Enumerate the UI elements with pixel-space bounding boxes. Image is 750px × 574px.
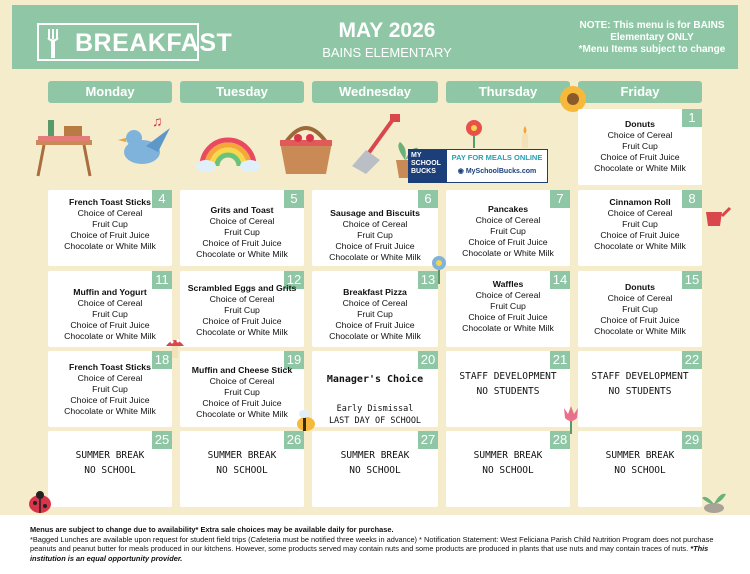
status-line: SUMMER BREAK (340, 450, 410, 461)
menu-text (48, 362, 172, 417)
bee-icon (294, 408, 318, 436)
day-cell-4 (48, 190, 172, 266)
date-number: 15 (682, 271, 702, 289)
picnic-table-icon (34, 118, 94, 178)
menu-item: Choice of Fruit Juice (70, 320, 150, 330)
menu-item: Choice of Fruit Juice (468, 237, 548, 247)
menu-item: Fruit Cup (224, 227, 260, 237)
menu-item: Chocolate or White Milk (64, 406, 156, 416)
menu-item: Choice of Fruit Juice (600, 230, 680, 240)
status-line: NO STUDENTS (476, 386, 540, 397)
menu-item: Choice of Cereal (342, 219, 408, 229)
menu-item: Choice of Fruit Juice (70, 395, 150, 405)
day-cell-25 (48, 431, 172, 507)
logo-text: BREAKFAST (75, 29, 233, 57)
menu-item: Chocolate or White Milk (594, 241, 686, 251)
menu-item: Chocolate or White Milk (64, 331, 156, 341)
tulip-icon (560, 404, 582, 434)
footer-disclaimer (30, 525, 720, 563)
menu-item: Chocolate or White Milk (196, 249, 288, 259)
dismissal-note (312, 403, 438, 427)
day-header-thursday: Thursday (446, 81, 570, 103)
page-title: MAY 2026 (338, 19, 436, 42)
day-header-monday: Monday (48, 81, 172, 103)
date-number: 7 (550, 190, 570, 208)
day-cell-22 (578, 351, 702, 427)
menu-item: Chocolate or White Milk (196, 409, 288, 419)
note-line: *Menu Items subject to change (578, 44, 726, 55)
status-line: NO STUDENTS (608, 386, 672, 397)
status-line: SUMMER BREAK (75, 450, 145, 461)
watering-can-icon (700, 204, 730, 228)
status-line: NO SCHOOL (84, 465, 136, 476)
status-text (48, 448, 172, 478)
menu-item: Choice of Cereal (475, 215, 541, 225)
menu-item: Fruit Cup (622, 141, 658, 151)
date-number: 11 (152, 271, 172, 289)
date-number: 18 (152, 351, 172, 369)
equal-opportunity-statement: *This institution is an equal opportunity provider. (30, 544, 709, 563)
menu-item: Fruit Cup (92, 309, 128, 319)
status-line: NO SCHOOL (216, 465, 268, 476)
menu-item: Chocolate or White Milk (594, 163, 686, 173)
myschoolbucks-url[interactable] (447, 167, 547, 175)
day-cell-20 (312, 351, 438, 427)
date-number: 8 (682, 190, 702, 208)
menu-text (180, 365, 304, 420)
date-number: 14 (550, 271, 570, 289)
menu-title: Waffles (492, 279, 524, 289)
menu-title: French Toast Sticks (69, 197, 151, 207)
menu-item: Fruit Cup (224, 387, 260, 397)
menu-item: Fruit Cup (357, 230, 393, 240)
brand-line: BUCKS (411, 168, 436, 175)
status-line: SUMMER BREAK (473, 450, 543, 461)
status-text (180, 448, 304, 478)
menu-item: Choice of Fruit Juice (600, 315, 680, 325)
date-number: 28 (550, 431, 570, 449)
date-number: 29 (682, 431, 702, 449)
menu-item: Fruit Cup (92, 219, 128, 229)
fork-icon (45, 28, 67, 58)
menu-item: Chocolate or White Milk (329, 331, 421, 341)
menu-item: Choice of Fruit Juice (202, 238, 282, 248)
menu-item: Choice of Cereal (209, 294, 275, 304)
menu-item: Choice of Fruit Juice (335, 320, 415, 330)
menu-item: Fruit Cup (357, 309, 393, 319)
menu-item: Fruit Cup (92, 384, 128, 394)
dismissal-line: Early Dismissal (336, 404, 414, 414)
menu-item: Choice of Cereal (607, 130, 673, 140)
footer-notice: *Bagged Lunches are available upon request for student field trips (Cafeteria must be notified three weeks in advance) * Notification Statement: West Feliciana Parish Child Nutrition Program does not purchase peanuts and peanut butter for meals produced in our kitchens. However, some products served may contain nuts and some products are produced in plants that use nuts and may contain traces of nuts. (30, 534, 714, 554)
status-line: SUMMER BREAK (207, 450, 277, 461)
pay-online-text: PAY FOR MEALS ONLINE (451, 153, 543, 162)
menu-title: French Toast Sticks (69, 362, 151, 372)
day-cell-8 (578, 190, 702, 266)
date-number: 25 (152, 431, 172, 449)
menu-text (180, 283, 304, 338)
menu-item: Chocolate or White Milk (462, 323, 554, 333)
menu-item: Choice of Cereal (77, 208, 143, 218)
dismissal-line: LAST DAY OF SCHOOL (328, 416, 422, 426)
menu-item: Choice of Cereal (607, 208, 673, 218)
day-cell-11 (48, 271, 172, 347)
menu-title: Muffin and Cheese Stick (191, 365, 293, 375)
day-cell-18 (48, 351, 172, 427)
menu-text (312, 287, 438, 342)
date-number: 19 (284, 351, 304, 369)
menu-text (578, 119, 702, 174)
globe-icon: ◉ (457, 168, 466, 175)
menu-text (48, 287, 172, 342)
note-line: Elementary ONLY (610, 32, 694, 43)
day-cell-19 (180, 351, 304, 427)
date-number: 12 (284, 271, 304, 289)
menu-item: Fruit Cup (224, 305, 260, 315)
menu-title: Donuts (625, 282, 655, 292)
status-text (446, 369, 570, 399)
day-header-tuesday: Tuesday (180, 81, 304, 103)
status-line: STAFF DEVELOPMENT (459, 371, 557, 382)
status-line: NO SCHOOL (349, 465, 401, 476)
day-cell-21 (446, 351, 570, 427)
url-text: MySchoolBucks.com (465, 168, 537, 175)
menu-title: Donuts (625, 119, 655, 129)
mushroom-icon (164, 334, 186, 360)
menu-item: Chocolate or White Milk (462, 248, 554, 258)
menu-item: Choice of Fruit Juice (600, 152, 680, 162)
day-cell-27 (312, 431, 438, 507)
day-cell-1 (578, 109, 702, 185)
day-cell-5 (180, 190, 304, 266)
menu-title: Cinnamon Roll (609, 197, 671, 207)
status-line: STAFF DEVELOPMENT (591, 371, 689, 382)
date-number: 22 (682, 351, 702, 369)
managers-choice-title: Manager's Choice (326, 374, 424, 385)
menu-item: Choice of Fruit Juice (335, 241, 415, 251)
menu-item: Choice of Cereal (607, 293, 673, 303)
myschoolbucks-ad[interactable] (408, 149, 548, 183)
status-line: SUMMER BREAK (605, 450, 675, 461)
menu-item: Choice of Cereal (209, 376, 275, 386)
day-cell-12 (180, 271, 304, 347)
status-line: NO SCHOOL (614, 465, 666, 476)
menu-text (180, 205, 304, 260)
status-text (578, 369, 702, 399)
menu-item: Choice of Fruit Juice (468, 312, 548, 322)
menu-item: Choice of Fruit Juice (202, 398, 282, 408)
menu-item: Choice of Cereal (77, 298, 143, 308)
date-number: 5 (284, 190, 304, 208)
date-number: 1 (682, 109, 702, 127)
footer-headline: Menus are subject to change due to availability* Extra sale choices may be available daily for purchase. (30, 525, 394, 534)
bluebird-icon (112, 112, 176, 176)
day-cell-15 (578, 271, 702, 347)
menu-text (446, 279, 570, 334)
menu-text (446, 204, 570, 259)
day-cell-14 (446, 271, 570, 347)
date-number: 26 (284, 431, 304, 449)
ladybug-icon (26, 490, 54, 514)
menu-item: Choice of Fruit Juice (70, 230, 150, 240)
menu-title: Grits and Toast (210, 205, 274, 215)
status-line: NO SCHOOL (482, 465, 534, 476)
menu-item: Fruit Cup (490, 301, 526, 311)
menu-note (552, 20, 750, 56)
rainbow-icon (196, 122, 260, 174)
menu-item: Choice of Cereal (77, 373, 143, 383)
menu-item: Choice of Cereal (342, 298, 408, 308)
day-cell-29 (578, 431, 702, 507)
menu-item: Chocolate or White Milk (329, 252, 421, 262)
menu-title: Muffin and Yogurt (73, 287, 147, 297)
date-number: 27 (418, 431, 438, 449)
day-header-wednesday: Wednesday (312, 81, 438, 103)
day-cell-13 (312, 271, 438, 347)
candle-icon (518, 126, 532, 148)
day-cell-28 (446, 431, 570, 507)
day-cell-26 (180, 431, 304, 507)
date-number: 13 (418, 271, 438, 289)
menu-item: Chocolate or White Milk (196, 327, 288, 337)
breakfast-logo (37, 23, 233, 61)
menu-item: Chocolate or White Milk (594, 326, 686, 336)
menu-item: Fruit Cup (490, 226, 526, 236)
menu-text (312, 208, 438, 263)
brand-line: SCHOOL (411, 160, 441, 167)
menu-title: Scrambled Eggs and Grits (187, 283, 297, 293)
menu-item: Choice of Fruit Juice (202, 316, 282, 326)
menu-item: Choice of Cereal (475, 290, 541, 300)
blue-flower-icon (428, 254, 450, 284)
date-number: 20 (418, 351, 438, 369)
menu-text (578, 282, 702, 337)
day-cell-7 (446, 190, 570, 266)
menu-item: Choice of Cereal (209, 216, 275, 226)
day-header-friday: Friday (578, 81, 702, 103)
menu-item: Fruit Cup (622, 304, 658, 314)
footer-body (30, 535, 720, 564)
note-line: NOTE: This menu is for BAINS (579, 20, 725, 31)
red-flower-icon (462, 118, 486, 148)
menu-text (48, 197, 172, 252)
date-number: 4 (152, 190, 172, 208)
picnic-basket-icon (274, 116, 338, 178)
date-number: 21 (550, 351, 570, 369)
menu-title: Sausage and Biscuits (330, 208, 420, 218)
status-text (446, 448, 570, 478)
status-text (578, 448, 702, 478)
myschoolbucks-logo (408, 149, 446, 183)
day-cell-6 (312, 190, 438, 266)
school-name: BAINS ELEMENTARY (322, 45, 452, 60)
status-text (312, 448, 438, 478)
menu-text (578, 197, 702, 252)
brand-line: MY (411, 152, 422, 159)
menu-title: Pancakes (487, 204, 529, 214)
date-number: 6 (418, 190, 438, 208)
sprout-icon (700, 484, 728, 514)
menu-item: Fruit Cup (622, 219, 658, 229)
header-banner (12, 5, 738, 69)
menu-title: Breakfast Pizza (343, 287, 407, 297)
myschoolbucks-panel (446, 149, 548, 183)
svg-text:♫: ♫ (152, 113, 163, 129)
menu-item: Chocolate or White Milk (64, 241, 156, 251)
